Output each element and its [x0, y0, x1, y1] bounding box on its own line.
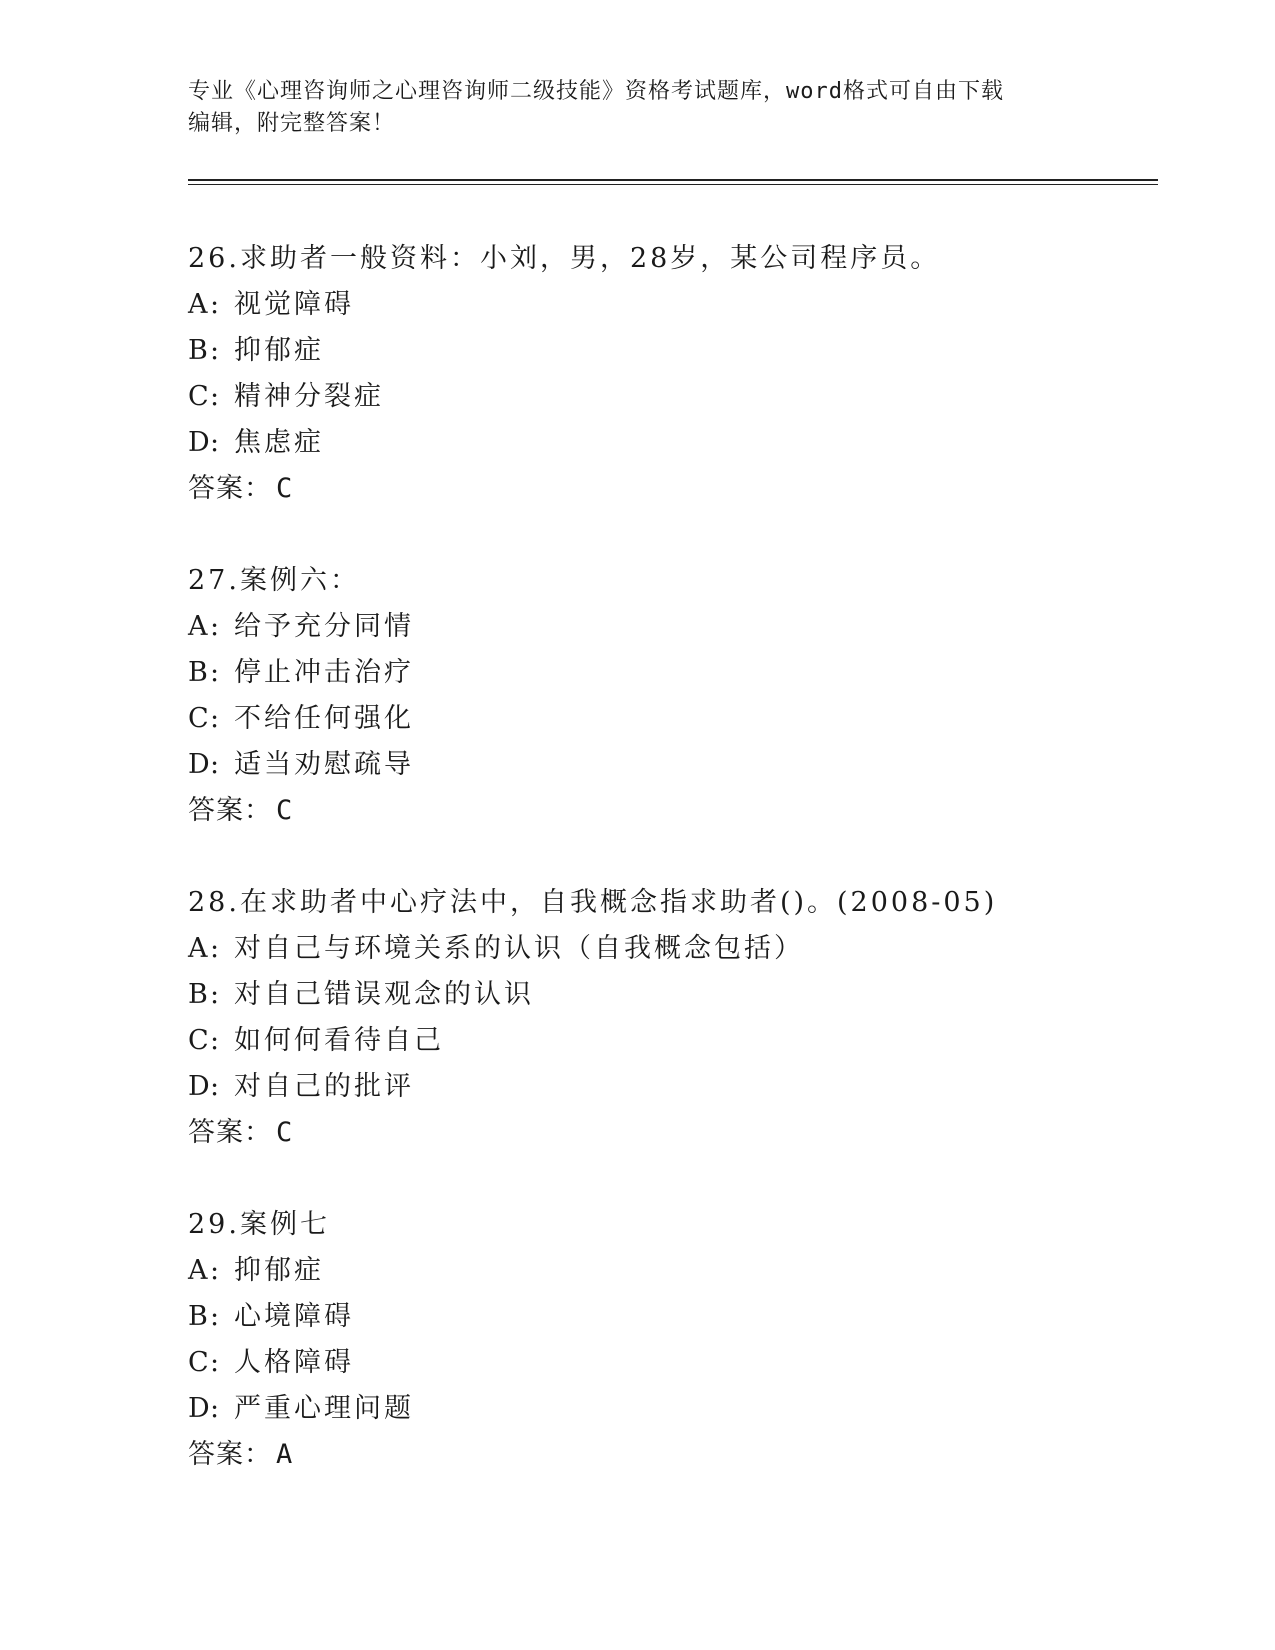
option-text: 停止冲击治疗 [234, 657, 414, 688]
option-a[interactable] [188, 926, 1148, 972]
option-b[interactable] [188, 650, 1148, 696]
option-separator: : [210, 1347, 223, 1378]
option-letter: C [188, 1347, 212, 1378]
option-text: 抑郁症 [234, 1255, 324, 1286]
answer-label: 答案： [188, 1439, 272, 1470]
option-text: 对自己与环境关系的认识（自我概念包括） [234, 933, 804, 964]
header-divider-thin [188, 184, 1158, 185]
option-text: 严重心理问题 [234, 1393, 414, 1424]
answer-value: C [276, 1117, 294, 1148]
option-letter: B [188, 979, 211, 1010]
header-line-2: 编辑，附完整答案！ [188, 111, 396, 136]
option-separator: : [210, 611, 223, 642]
option-a[interactable] [188, 282, 1148, 328]
option-separator: : [210, 381, 223, 412]
option-letter: D [188, 1071, 213, 1102]
answer-value: C [276, 795, 294, 826]
option-separator: : [210, 289, 223, 320]
option-letter: B [188, 335, 211, 366]
option-letter: B [188, 1301, 211, 1332]
option-text: 精神分裂症 [234, 381, 384, 412]
option-letter: C [188, 381, 212, 412]
option-text: 对自己错误观念的认识 [234, 979, 534, 1010]
answer-line [188, 788, 1148, 834]
option-c[interactable] [188, 1340, 1148, 1386]
option-letter: C [188, 1025, 212, 1056]
option-d[interactable] [188, 1064, 1148, 1110]
option-a[interactable] [188, 1248, 1148, 1294]
option-separator: : [210, 703, 223, 734]
question-27 [188, 558, 1148, 834]
option-letter: A [188, 1255, 211, 1286]
question-stem: 28.在求助者中心疗法中，自我概念指求助者()。(2008-05) [188, 887, 998, 918]
answer-line [188, 1110, 1148, 1156]
option-text: 给予充分同情 [234, 611, 414, 642]
option-b[interactable] [188, 328, 1148, 374]
option-separator: : [210, 657, 223, 688]
option-separator: : [210, 749, 223, 780]
header-divider-thick [188, 179, 1158, 181]
option-text: 人格障碍 [234, 1347, 354, 1378]
answer-line [188, 1432, 1148, 1478]
option-letter: A [188, 933, 211, 964]
answer-line [188, 466, 1148, 512]
question-stem: 26.求助者一般资料：小刘，男，28岁，某公司程序员。 [188, 243, 941, 274]
option-letter: C [188, 703, 212, 734]
option-separator: : [210, 1301, 223, 1332]
question-stem: 27.案例六： [188, 565, 360, 596]
document-header [188, 76, 1068, 140]
question-28 [188, 880, 1148, 1156]
option-text: 心境障碍 [234, 1301, 354, 1332]
option-b[interactable] [188, 972, 1148, 1018]
option-b[interactable] [188, 1294, 1148, 1340]
answer-label: 答案： [188, 1117, 272, 1148]
option-c[interactable] [188, 1018, 1148, 1064]
option-d[interactable] [188, 742, 1148, 788]
option-separator: : [210, 427, 223, 458]
option-c[interactable] [188, 374, 1148, 420]
option-text: 对自己的批评 [234, 1071, 414, 1102]
header-line-1: 专业《心理咨询师之心理咨询师二级技能》资格考试题库，word格式可自由下载 [188, 79, 1004, 104]
option-text: 如何何看待自己 [234, 1025, 444, 1056]
option-letter: A [188, 289, 211, 320]
option-text: 抑郁症 [234, 335, 324, 366]
option-letter: D [188, 427, 213, 458]
option-letter: B [188, 657, 211, 688]
question-29 [188, 1202, 1148, 1478]
answer-value: C [276, 473, 294, 504]
option-text: 视觉障碍 [234, 289, 354, 320]
answer-label: 答案： [188, 795, 272, 826]
option-letter: D [188, 1393, 213, 1424]
option-text: 适当劝慰疏导 [234, 749, 414, 780]
answer-label: 答案： [188, 473, 272, 504]
option-separator: : [210, 1071, 223, 1102]
option-separator: : [210, 933, 223, 964]
option-d[interactable] [188, 1386, 1148, 1432]
option-text: 焦虑症 [234, 427, 324, 458]
option-a[interactable] [188, 604, 1148, 650]
option-letter: A [188, 611, 211, 642]
option-d[interactable] [188, 420, 1148, 466]
option-separator: : [210, 335, 223, 366]
option-letter: D [188, 749, 213, 780]
question-26 [188, 236, 1148, 512]
option-separator: : [210, 1025, 223, 1056]
question-stem: 29.案例七 [188, 1209, 330, 1240]
option-c[interactable] [188, 696, 1148, 742]
option-separator: : [210, 1255, 223, 1286]
question-list [188, 236, 1148, 1524]
answer-value: A [276, 1439, 294, 1470]
option-separator: : [210, 979, 223, 1010]
option-separator: : [210, 1393, 223, 1424]
option-text: 不给任何强化 [234, 703, 414, 734]
